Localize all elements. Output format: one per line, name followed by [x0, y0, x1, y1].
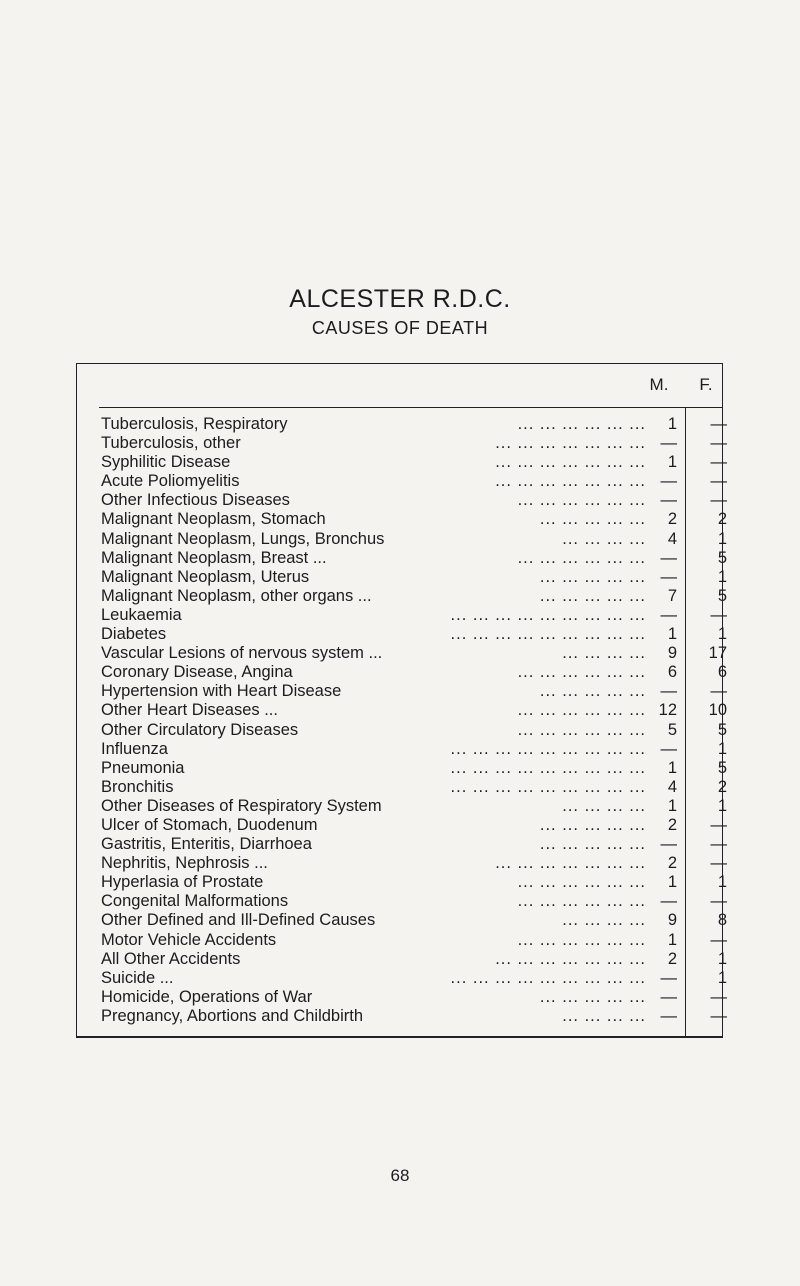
table-row: [101, 510, 727, 529]
table-row: [101, 605, 727, 625]
female-count: —: [710, 987, 727, 1006]
female-count: —: [710, 892, 727, 911]
female-count: —: [710, 930, 727, 949]
male-count: —: [660, 567, 677, 586]
female-count: —: [710, 815, 727, 834]
female-count: —: [710, 835, 727, 854]
female-count: —: [710, 854, 727, 873]
cause-label: Malignant Neoplasm, Uterus: [101, 567, 310, 586]
male-count: 9: [667, 644, 677, 663]
leader-dots: ... ... ... ... ... ...: [517, 415, 646, 433]
cause-label: Tuberculosis, Respiratory: [101, 415, 288, 433]
leader-dots: ... ... ... ...: [562, 1006, 646, 1025]
table-row: [101, 835, 727, 854]
female-count: 8: [717, 911, 727, 930]
cause-label: Pregnancy, Abortions and Childbirth: [101, 1006, 364, 1025]
cause-label: Ulcer of Stomach, Duodenum: [101, 815, 318, 834]
male-count: —: [660, 605, 677, 624]
female-count: 5: [717, 758, 727, 777]
cause-label: Nephritis, Nephrosis ...: [101, 854, 268, 873]
table-row: [101, 567, 727, 587]
page-subtitle: CAUSES OF DEATH: [311, 318, 489, 338]
leader-dots: ... ... ... ... ... ... ... ... ...: [450, 625, 646, 644]
cause-label: Syphilitic Disease: [101, 453, 231, 472]
leader-dots: ... ... ... ... ... ... ...: [495, 434, 646, 453]
leader-dots: ... ... ... ... ... ...: [517, 701, 646, 720]
cause-label: Other Infectious Diseases: [101, 491, 290, 510]
leader-dots: ... ... ... ... ... ... ...: [495, 949, 646, 968]
table-row: [101, 1006, 727, 1026]
cause-label: Homicide, Operations of War: [101, 987, 313, 1006]
male-count: 2: [667, 949, 677, 968]
male-count: 7: [667, 586, 677, 605]
cause-label: Malignant Neoplasm, Lungs, Bronchus: [101, 529, 385, 548]
male-count: 2: [667, 815, 677, 834]
male-count: 4: [667, 529, 677, 548]
causes-table: [76, 363, 727, 1038]
leader-dots: ... ... ... ... ... ...: [517, 548, 646, 567]
leader-dots: ... ... ... ... ... ... ... ... ...: [450, 968, 646, 987]
table-row: [101, 548, 727, 568]
female-count: 1: [717, 796, 727, 815]
cause-label: Other Heart Diseases ...: [101, 701, 278, 720]
cause-label: Tuberculosis, other: [101, 434, 241, 453]
table-row: [101, 586, 727, 606]
female-count: —: [710, 472, 727, 491]
male-count: 5: [667, 720, 677, 739]
male-count: 6: [667, 663, 677, 682]
male-count: 1: [667, 625, 677, 644]
male-count: —: [660, 987, 677, 1006]
table-row: [101, 815, 727, 835]
male-count: —: [660, 835, 677, 854]
table-row: [101, 720, 727, 740]
leader-dots: ... ... ... ...: [562, 796, 646, 815]
table-row: [101, 472, 727, 491]
table-row: [101, 529, 727, 549]
male-count: —: [660, 682, 677, 701]
leader-dots: ... ... ... ... ...: [539, 567, 646, 586]
column-header-female: F.: [699, 375, 713, 394]
table-row: [101, 777, 727, 797]
male-count: 9: [667, 911, 677, 930]
table-row: [101, 625, 727, 644]
leader-dots: ... ... ... ...: [562, 911, 646, 930]
female-count: 2: [717, 777, 727, 796]
table-row: [101, 453, 727, 472]
male-count: —: [660, 1006, 677, 1025]
female-count: —: [710, 491, 727, 510]
female-count: 1: [717, 873, 727, 892]
female-count: 1: [717, 949, 727, 968]
cause-label: Other Defined and Ill-Defined Causes: [101, 911, 376, 930]
male-count: 2: [667, 510, 677, 529]
female-count: 2: [717, 510, 727, 529]
table-row: [101, 415, 727, 434]
table-row: [101, 758, 727, 778]
male-count: —: [660, 472, 677, 491]
female-count: 5: [717, 720, 727, 739]
leader-dots: ... ... ... ... ...: [539, 835, 646, 854]
cause-label: Coronary Disease, Angina: [101, 663, 293, 682]
leader-dots: ... ... ... ... ... ... ... ... ...: [450, 777, 646, 796]
leader-dots: ... ... ... ... ... ... ... ... ...: [450, 605, 646, 624]
table-row: [101, 491, 727, 510]
column-header-male: M.: [649, 375, 669, 394]
cause-label: Hyperlasia of Prostate: [101, 873, 264, 892]
page-number: 68: [390, 1166, 410, 1185]
male-count: —: [660, 491, 677, 510]
male-count: —: [660, 548, 677, 567]
cause-label: Other Diseases of Respiratory System: [101, 796, 382, 815]
cause-label: Diabetes: [101, 625, 167, 644]
cause-label: Leukaemia: [101, 605, 182, 624]
leader-dots: ... ... ... ... ... ... ... ... ...: [450, 739, 646, 758]
female-count: 6: [717, 663, 727, 682]
leader-dots: ... ... ... ... ...: [539, 987, 646, 1006]
table-row: [101, 968, 727, 988]
table-row: [101, 911, 727, 930]
male-count: 1: [667, 415, 677, 433]
female-count: 5: [717, 548, 727, 567]
female-count: —: [710, 453, 727, 472]
male-count: 1: [667, 453, 677, 472]
female-count: —: [710, 682, 727, 701]
male-count: —: [660, 434, 677, 453]
male-count: 1: [667, 930, 677, 949]
cause-label: Malignant Neoplasm, other organs ...: [101, 586, 372, 605]
cause-label: Other Circulatory Diseases: [101, 720, 299, 739]
table-row: [101, 739, 727, 759]
cause-label: Congenital Malformations: [101, 892, 289, 911]
female-count: —: [710, 605, 727, 624]
leader-dots: ... ... ... ... ... ...: [517, 720, 646, 739]
leader-dots: ... ... ... ... ...: [539, 510, 646, 529]
leader-dots: ... ... ... ... ... ... ...: [495, 472, 646, 491]
leader-dots: ... ... ... ...: [562, 644, 646, 663]
male-count: 12: [658, 701, 677, 720]
female-count: —: [710, 415, 727, 433]
female-count: —: [710, 1006, 727, 1025]
leader-dots: ... ... ... ... ... ...: [517, 873, 646, 892]
male-count: —: [660, 968, 677, 987]
cause-label: Acute Poliomyelitis: [101, 472, 240, 491]
cause-label: Malignant Neoplasm, Breast ...: [101, 548, 327, 567]
header-divider: [99, 407, 722, 408]
leader-dots: ... ... ... ... ... ...: [517, 930, 646, 949]
leader-dots: ... ... ... ... ... ...: [517, 663, 646, 682]
female-count: 1: [717, 567, 727, 586]
female-count: 17: [708, 644, 727, 663]
table-row: [101, 854, 727, 873]
table-row: [101, 796, 727, 816]
female-count: 1: [717, 625, 727, 644]
cause-label: Influenza: [101, 739, 168, 758]
cause-label: Gastritis, Enteritis, Diarrhoea: [101, 835, 312, 854]
cause-label: Pneumonia: [101, 758, 185, 777]
table-body: [101, 415, 727, 1026]
cause-label: Vascular Lesions of nervous system ...: [101, 644, 383, 663]
table-row: [101, 663, 727, 682]
table-row: [101, 873, 727, 892]
table-row: [101, 949, 727, 969]
leader-dots: ... ... ... ... ... ... ...: [495, 453, 646, 472]
male-count: 1: [667, 873, 677, 892]
table-row: [101, 644, 727, 663]
male-count: 1: [667, 796, 677, 815]
female-count: —: [710, 434, 727, 453]
female-count: 5: [717, 586, 727, 605]
table-row: [101, 434, 727, 453]
leader-dots: ... ... ... ...: [562, 529, 646, 548]
male-count: —: [660, 892, 677, 911]
cause-label: Hypertension with Heart Disease: [101, 682, 342, 701]
table-row: [101, 701, 727, 720]
cause-label: Malignant Neoplasm, Stomach: [101, 510, 326, 529]
female-count: 1: [717, 529, 727, 548]
female-count: 10: [708, 701, 727, 720]
cause-label: Motor Vehicle Accidents: [101, 930, 277, 949]
leader-dots: ... ... ... ... ... ... ... ... ...: [450, 758, 646, 777]
male-count: 1: [667, 758, 677, 777]
leader-dots: ... ... ... ... ... ... ...: [495, 854, 646, 873]
table-row: [101, 892, 727, 911]
cause-label: Bronchitis: [101, 777, 174, 796]
leader-dots: ... ... ... ... ... ...: [517, 491, 646, 510]
cause-label: All Other Accidents: [101, 949, 241, 968]
cause-label: Suicide ...: [101, 968, 174, 987]
leader-dots: ... ... ... ... ...: [539, 815, 646, 834]
female-count: 1: [717, 739, 727, 758]
leader-dots: ... ... ... ... ...: [539, 586, 646, 605]
male-count: 4: [667, 777, 677, 796]
table-row: [101, 682, 727, 701]
female-count: 1: [717, 968, 727, 987]
table-row: [101, 987, 727, 1007]
male-count: 2: [667, 854, 677, 873]
leader-dots: ... ... ... ... ...: [539, 682, 646, 701]
page-title: ALCESTER R.D.C.: [289, 285, 511, 313]
leader-dots: ... ... ... ... ... ...: [517, 892, 646, 911]
male-count: —: [660, 739, 677, 758]
table-row: [101, 930, 727, 950]
